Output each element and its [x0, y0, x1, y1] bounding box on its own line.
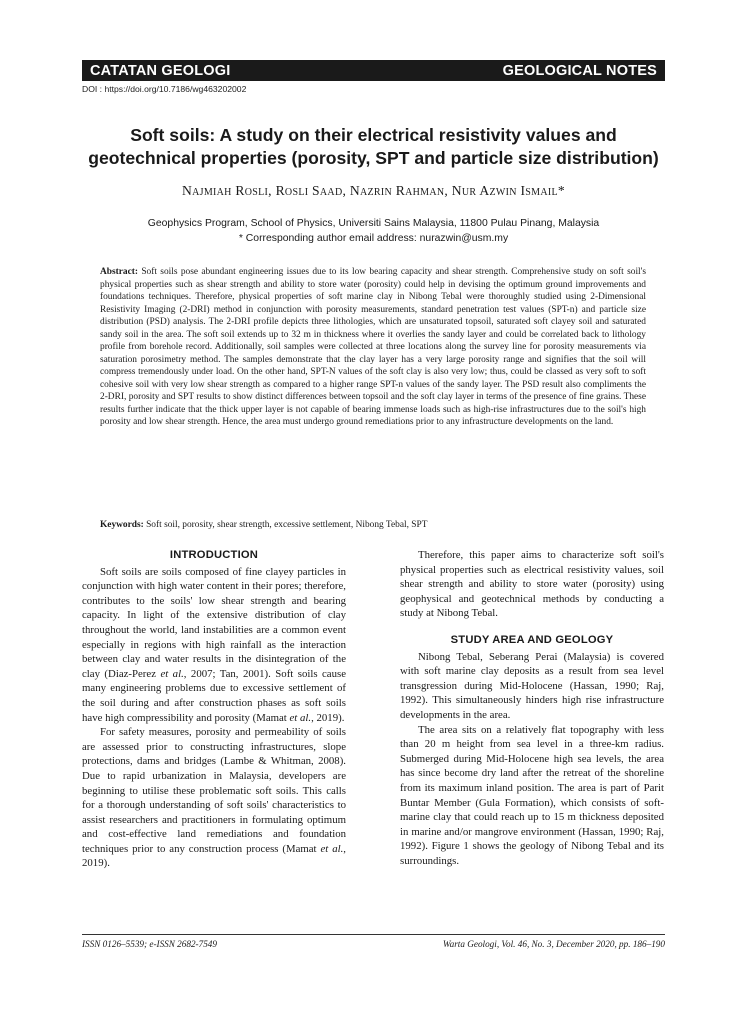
intro-paragraph-3: Therefore, this paper aims to characterize soft soil's physical properties such as electrical resistivity values, soil shear strength and ability to store water (porosity) using geophysical and geotechnical methods by conducting a study at Nibong Tebal.	[400, 549, 664, 620]
abstract-text: Soft soils pose abundant engineering issues due to its low bearing capacity and shear strength. Comprehensive study on soft soil's physical properties such as shear strength and ability to store water (porosity) could help in devising the optimum ground improvements and foundations techniques. Therefore, physical properties of soft marine clay in Nibong Tebal were thoroughly studied using 2-Dimensional Resistivity Imaging (2-DRI) method in conjunction with porosity measurements, standard penetration test values (SPT-n) and particle size distribution (PSD) analysis. The 2-DRI profile depicts three lithologies, which are unsaturated topsoil, saturated soft clayey soil and saturated sandy soil in the area. The soft soil extends up to 32 m in thickness where it overlies the sandy layer and could be correlated back to lithology profile from borehole record. Additionally, soil samples were collected at three locations along the survey line for porosity measurements via saturation porosimetry method. The samples demonstrate that the clay layer has a very large porosity range and signifies that the soil will compress tremendously under load. On the other hand, SPT-N values of the soft clay is also very low; thus, could be classed as very soft to soft cohesive soil with very low shear strength as compared to a higher range SPT-n values of the sandy layer. The PSD result also compliments the 2-DRI, porosity and SPT results to show distinct differences between topsoil and the soft clay layer in terms of the presence of fine grains. These results further indicate that the thick upper layer is not capable of bearing immense loads such as high-rise infrastructures due to the soil's high porosity and low shear strength. Hence, the area must undergo ground remediations prior to any infrastructure developments on the land.	[100, 267, 646, 427]
keywords-block	[100, 519, 646, 532]
keywords-text: Soft soil, porosity, shear strength, excessive settlement, Nibong Tebal, SPT	[146, 520, 428, 530]
study-area-paragraph-2: The area sits on a relatively flat topography with less than 20 m height from sea level in a three-km radius. Submerged during Mid-Holocene high sea levels, the area has since become dry land after the retreat of the shoreline from its maximum inland position. The area is part of Parit Buntar Member (Gula Formation), which consists of soft-marine clay that could reach up to 15 m thickness deposited in marine and/or mangrove environment (Hassan, 1990; Raj, 1992). Figure 1 shows the geology of Nibong Tebal and its surroundings.	[400, 723, 664, 867]
footer-citation: Warta Geologi, Vol. 46, No. 3, December 2020, pp. 186–190	[442, 939, 665, 949]
title-line-1: Soft soils: A study on their electrical resistivity values and	[130, 125, 617, 145]
doi-line: DOI : https://doi.org/10.7186/wg463202002	[82, 84, 247, 94]
affiliation-address: Geophysics Program, School of Physics, Universiti Sains Malaysia, 11800 Pulau Pinang, Malaysia	[147, 218, 600, 229]
study-area-heading: STUDY AREA AND GEOLOGY	[450, 633, 614, 646]
left-column	[82, 548, 346, 871]
study-area-paragraph-1: Nibong Tebal, Seberang Perai (Malaysia) is covered with soft marine clay deposits as a result from sea level transgression during Mid-Holocene (Hassan, 1990; Raj, 1992). This simultaneously hinders high rise infrastructure developments in the area.	[400, 650, 664, 721]
title-line-2: geotechnical properties (porosity, SPT and particle size distribution)	[88, 148, 659, 168]
author-list: Najmiah Rosli, Rosli Saad, Nazrin Rahman, Nur Azwin Ismail*	[181, 183, 565, 198]
intro-paragraph-2: For safety measures, porosity and permeability of soils are assessed prior to constructing infrastructures, slope protections, dams and bridges (Lambe & Whitman, 2008). Due to rapid urbanization in Malaysia, developers are beginning to utilise these problematic soft soils. This calls for a thorough understanding of soft soils' characteristics to assist researchers and practitioners in formulating optimum and cost-effective land remediations and foundation techniques prior to any construction process (Mamat et al., 2019).	[82, 726, 346, 870]
keywords-label: Keywords:	[100, 520, 144, 530]
corresponding-author: * Corresponding author email address: nurazwin@usm.my	[238, 233, 509, 244]
footer-issn: ISSN 0126–5539; e-ISSN 2682-7549	[82, 939, 217, 949]
abstract-block	[100, 266, 646, 429]
footer-divider	[82, 934, 665, 935]
article-title	[82, 124, 665, 170]
introduction-heading: INTRODUCTION	[169, 549, 259, 561]
banner-left-label: CATATAN GEOLOGI	[90, 62, 231, 79]
abstract-label: Abstract:	[100, 267, 139, 277]
banner-right-label: GEOLOGICAL NOTES	[502, 62, 657, 79]
affiliation	[82, 216, 665, 246]
section-banner	[82, 60, 665, 81]
right-column	[400, 548, 664, 868]
intro-paragraph-1: Soft soils are soils composed of fine clayey particles in conjunction with high water content in their pores; therefore, contributes to the soils' low shear strength and bearing capacity. In light of the extensive distribution of clay throughout the world, land instabilities are a common event especially in regions with high rainfall as the interaction between clay and water results in the disintegration of the clay (Diaz-Perez et al., 2007; Tan, 2001). Soft soils cause many engineering problems due to excessive settlement of the soil during and after construction phases as soft soils have high compressibility and porosity (Mamat et al., 2019).	[82, 565, 346, 724]
